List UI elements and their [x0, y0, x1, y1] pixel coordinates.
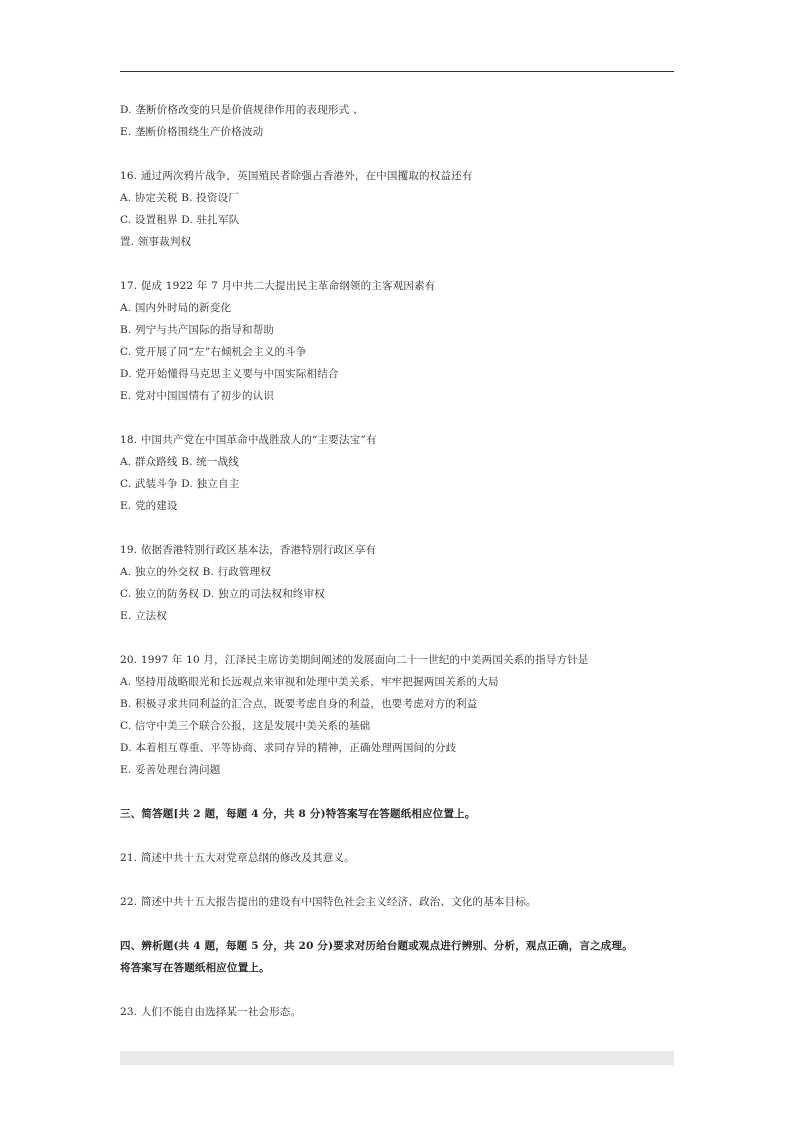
blank-line: [120, 913, 680, 935]
blank-line: [120, 627, 680, 649]
text-line: A. 国内外时局的新变化: [120, 302, 232, 314]
blank-line: [120, 979, 680, 1001]
text-line: 16. 通过两次鸦片战争，英国殖民者除强占香港外，在中国攫取的权益还有: [120, 170, 473, 182]
section-heading: 三、简答题[共 2 题，每题 4 分，共 8 分)特答案写在答题纸相应位置上。: [120, 808, 476, 820]
text-line: 19. 依据香港特别行政区基本法，香港特别行政区享有: [120, 544, 377, 556]
section-heading: 将答案写在答题纸相应位置上。: [120, 962, 270, 974]
text-line: A. 群众路线 B. 统一战线: [120, 456, 239, 468]
text-line: 20. 1997 年 10 月，江泽民主席访美期间阐述的发展面向二十一世纪的中美两国关系的指导方针是: [120, 654, 589, 666]
blank-line: [120, 825, 680, 847]
document-body: [120, 99, 680, 1023]
section-heading: 四、辨析题(共 4 题，每题 5 分，共 20 分)要求对历给台题或观点进行辨别、分析，观点正确，言之成理。: [120, 940, 633, 952]
blank-line: [120, 407, 680, 429]
blank-line: [120, 781, 680, 803]
text-line: C. 武装斗争 D. 独立自主: [120, 478, 240, 490]
text-line: 18. 中国共产党在中国革命中战胜敌人的“主要法宝”有: [120, 434, 377, 446]
text-line: 23. 人们不能自由选择某一社会形态。: [120, 1006, 302, 1018]
text-line: A. 坚持用战略眼光和长远观点来审视和处理中美关系，牢牢把握两国关系的大局: [120, 676, 499, 688]
text-line: B. 列宁与共产国际的指导和帮助: [120, 324, 275, 336]
header-rule: [120, 71, 674, 72]
text-line: E. 党对中国国情有了初步的认识: [120, 390, 275, 402]
footer-bar: [120, 1051, 674, 1065]
text-line: A. 协定关税 B. 投资设厂: [120, 192, 239, 204]
text-line: C. 独立的防务权 D. 独立的司法权和终审权: [120, 588, 325, 600]
text-line: 22. 简述中共十五大报告提出的建设有中国特色社会主义经济、政治、文化的基本目标。: [120, 896, 537, 908]
text-line: 21. 简述中共十五大对党章总纲的修改及其意义。: [120, 852, 355, 864]
blank-line: [120, 253, 680, 275]
text-line: D. 本着相互尊重、平等协商、求同存异的精神，正确处理两国间的分歧: [120, 742, 457, 754]
text-line: E. 垄断价格围绕生产价格波动: [120, 126, 264, 138]
text-line: B. 积极寻求共同利益的汇合点，既要考虑自身的利益，也要考虑对方的利益: [120, 698, 478, 710]
text-line: C. 设置租界 D. 驻扎军队: [120, 214, 240, 226]
text-line: A. 独立的外交权 B. 行政管理权: [120, 566, 272, 578]
blank-line: [120, 517, 680, 539]
text-line: D. 党开始懂得马克思主义要与中国实际相结合: [120, 368, 339, 380]
text-line: C. 党开展了同“左”右倾机会主义的斗争: [120, 346, 307, 358]
text-line: E. 妥善处理台湾问题: [120, 764, 221, 776]
text-line: E. 立法权: [120, 610, 168, 622]
text-line: E. 党的建设: [120, 500, 178, 512]
text-line: 置. 领事裁判权: [120, 236, 192, 248]
text-line: D. 垄断价格改变的只是价值规律作用的表现形式 、: [120, 104, 364, 116]
blank-line: [120, 143, 680, 165]
text-line: 17. 促成 1922 年 7 月中共二大提出民主革命纲领的主客观因素有: [120, 280, 436, 292]
text-line: C. 信守中美三个联合公报，这是发展中美关系的基础: [120, 720, 371, 732]
blank-line: [120, 869, 680, 891]
